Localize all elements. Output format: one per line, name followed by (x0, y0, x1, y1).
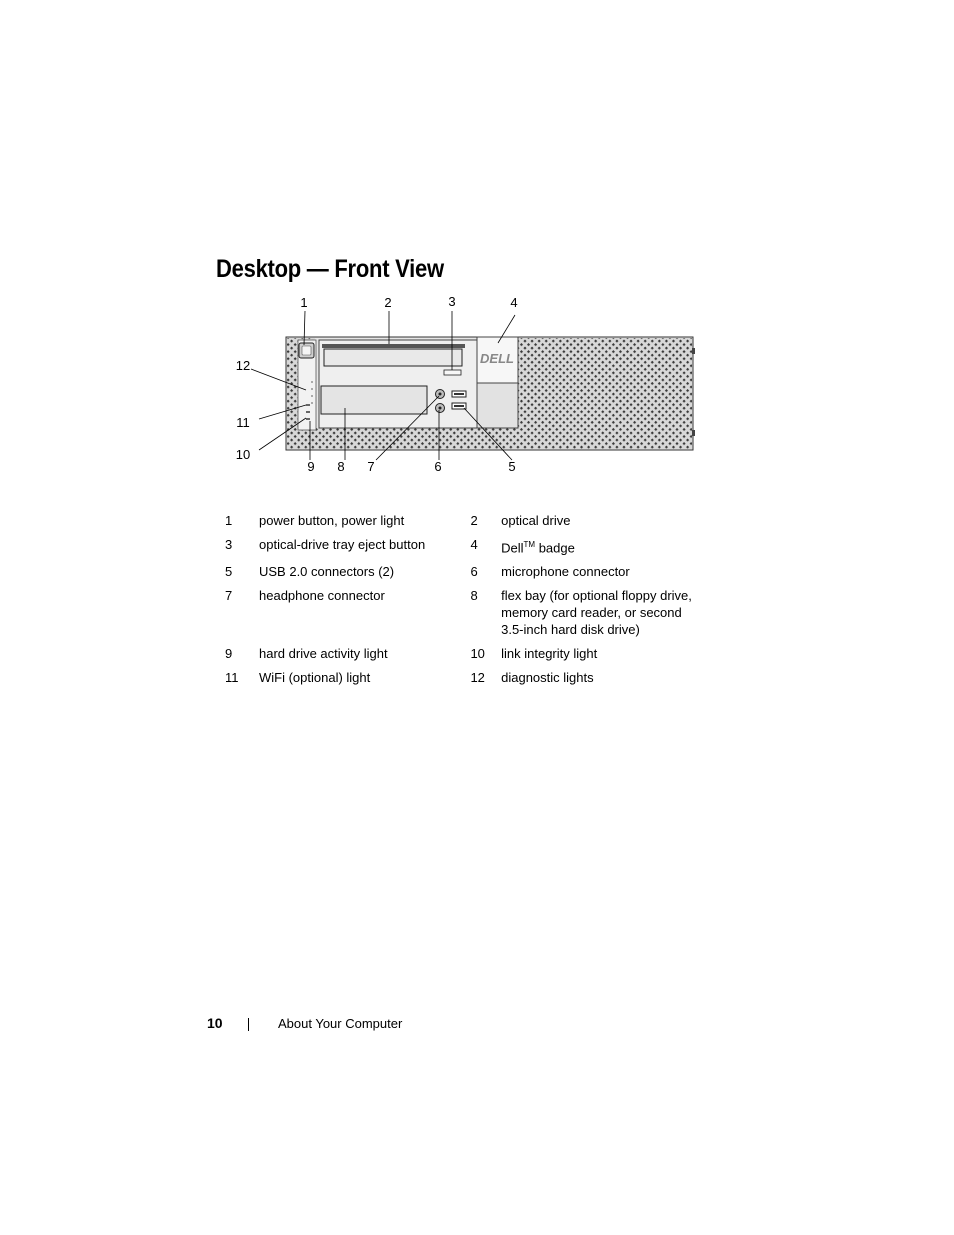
legend-label: optical-drive tray eject button (259, 537, 426, 552)
section-title: About Your Computer (278, 1016, 403, 1031)
page-number: 10 (207, 1015, 223, 1031)
legend-row (222, 536, 702, 563)
legend-number: 11 (225, 670, 239, 686)
optical-drive (322, 344, 465, 348)
legend-row (222, 587, 702, 645)
legend-label: headphone connector (259, 588, 385, 604)
legend-number: 3 (225, 537, 233, 552)
trademark-superscript: TM (523, 540, 536, 549)
flex-bay (321, 386, 427, 414)
callout-1: 1 (300, 295, 308, 310)
legend-number: 4 (470, 537, 478, 552)
legend-row (222, 512, 702, 536)
callout-5: 5 (508, 459, 516, 474)
legend-number: 12 (470, 670, 485, 686)
legend-label: optical drive (501, 513, 571, 528)
callout-8: 8 (337, 459, 345, 474)
badge-text: badge (535, 540, 575, 556)
dell-text: Dell (501, 540, 524, 556)
callout-4: 4 (510, 295, 518, 310)
legend-number: 2 (470, 513, 478, 528)
legend-number: 5 (225, 564, 233, 580)
dell-badge: DELL (480, 351, 514, 366)
legend-label: flex bay (for optional floppy drive, memory card reader, or second 3.5-inch hard disk drive) (501, 588, 692, 638)
legend-label: WiFi (optional) light (259, 670, 371, 686)
front-view-illustration (228, 290, 708, 485)
callout-6: 6 (434, 459, 442, 474)
legend-number: 9 (225, 646, 233, 662)
legend-number: 10 (470, 646, 485, 662)
callout-2: 2 (384, 295, 392, 310)
callout-3: 3 (448, 294, 456, 309)
callout-12: 12 (235, 358, 251, 373)
desktop-front-view-figure (228, 290, 708, 490)
legend-label: microphone connector (501, 564, 630, 580)
legend-number: 7 (225, 588, 233, 604)
bottom-grille (287, 428, 518, 449)
callout-11: 11 (236, 415, 250, 430)
page-title: Desktop — Front View (216, 255, 444, 283)
footer-divider (248, 1018, 249, 1031)
legend-row (222, 669, 702, 693)
legend-number: 1 (225, 513, 233, 528)
legend-row (222, 645, 702, 669)
legend-label: hard drive activity light (259, 646, 388, 662)
legend-label: diagnostic lights (501, 670, 594, 686)
legend-number: 8 (470, 588, 478, 604)
legend-label: power button, power light (259, 513, 405, 528)
callout-10: 10 (235, 447, 251, 462)
legend-label (501, 536, 702, 563)
right-grille (518, 338, 692, 449)
eject-button (444, 370, 461, 375)
callout-7: 7 (367, 459, 375, 474)
legend-label: USB 2.0 connectors (2) (259, 564, 395, 580)
legend-row (222, 563, 702, 587)
legend-number: 6 (470, 564, 478, 580)
callout-legend-table (222, 512, 702, 693)
callout-9: 9 (307, 459, 315, 474)
legend-label: link integrity light (501, 646, 598, 662)
